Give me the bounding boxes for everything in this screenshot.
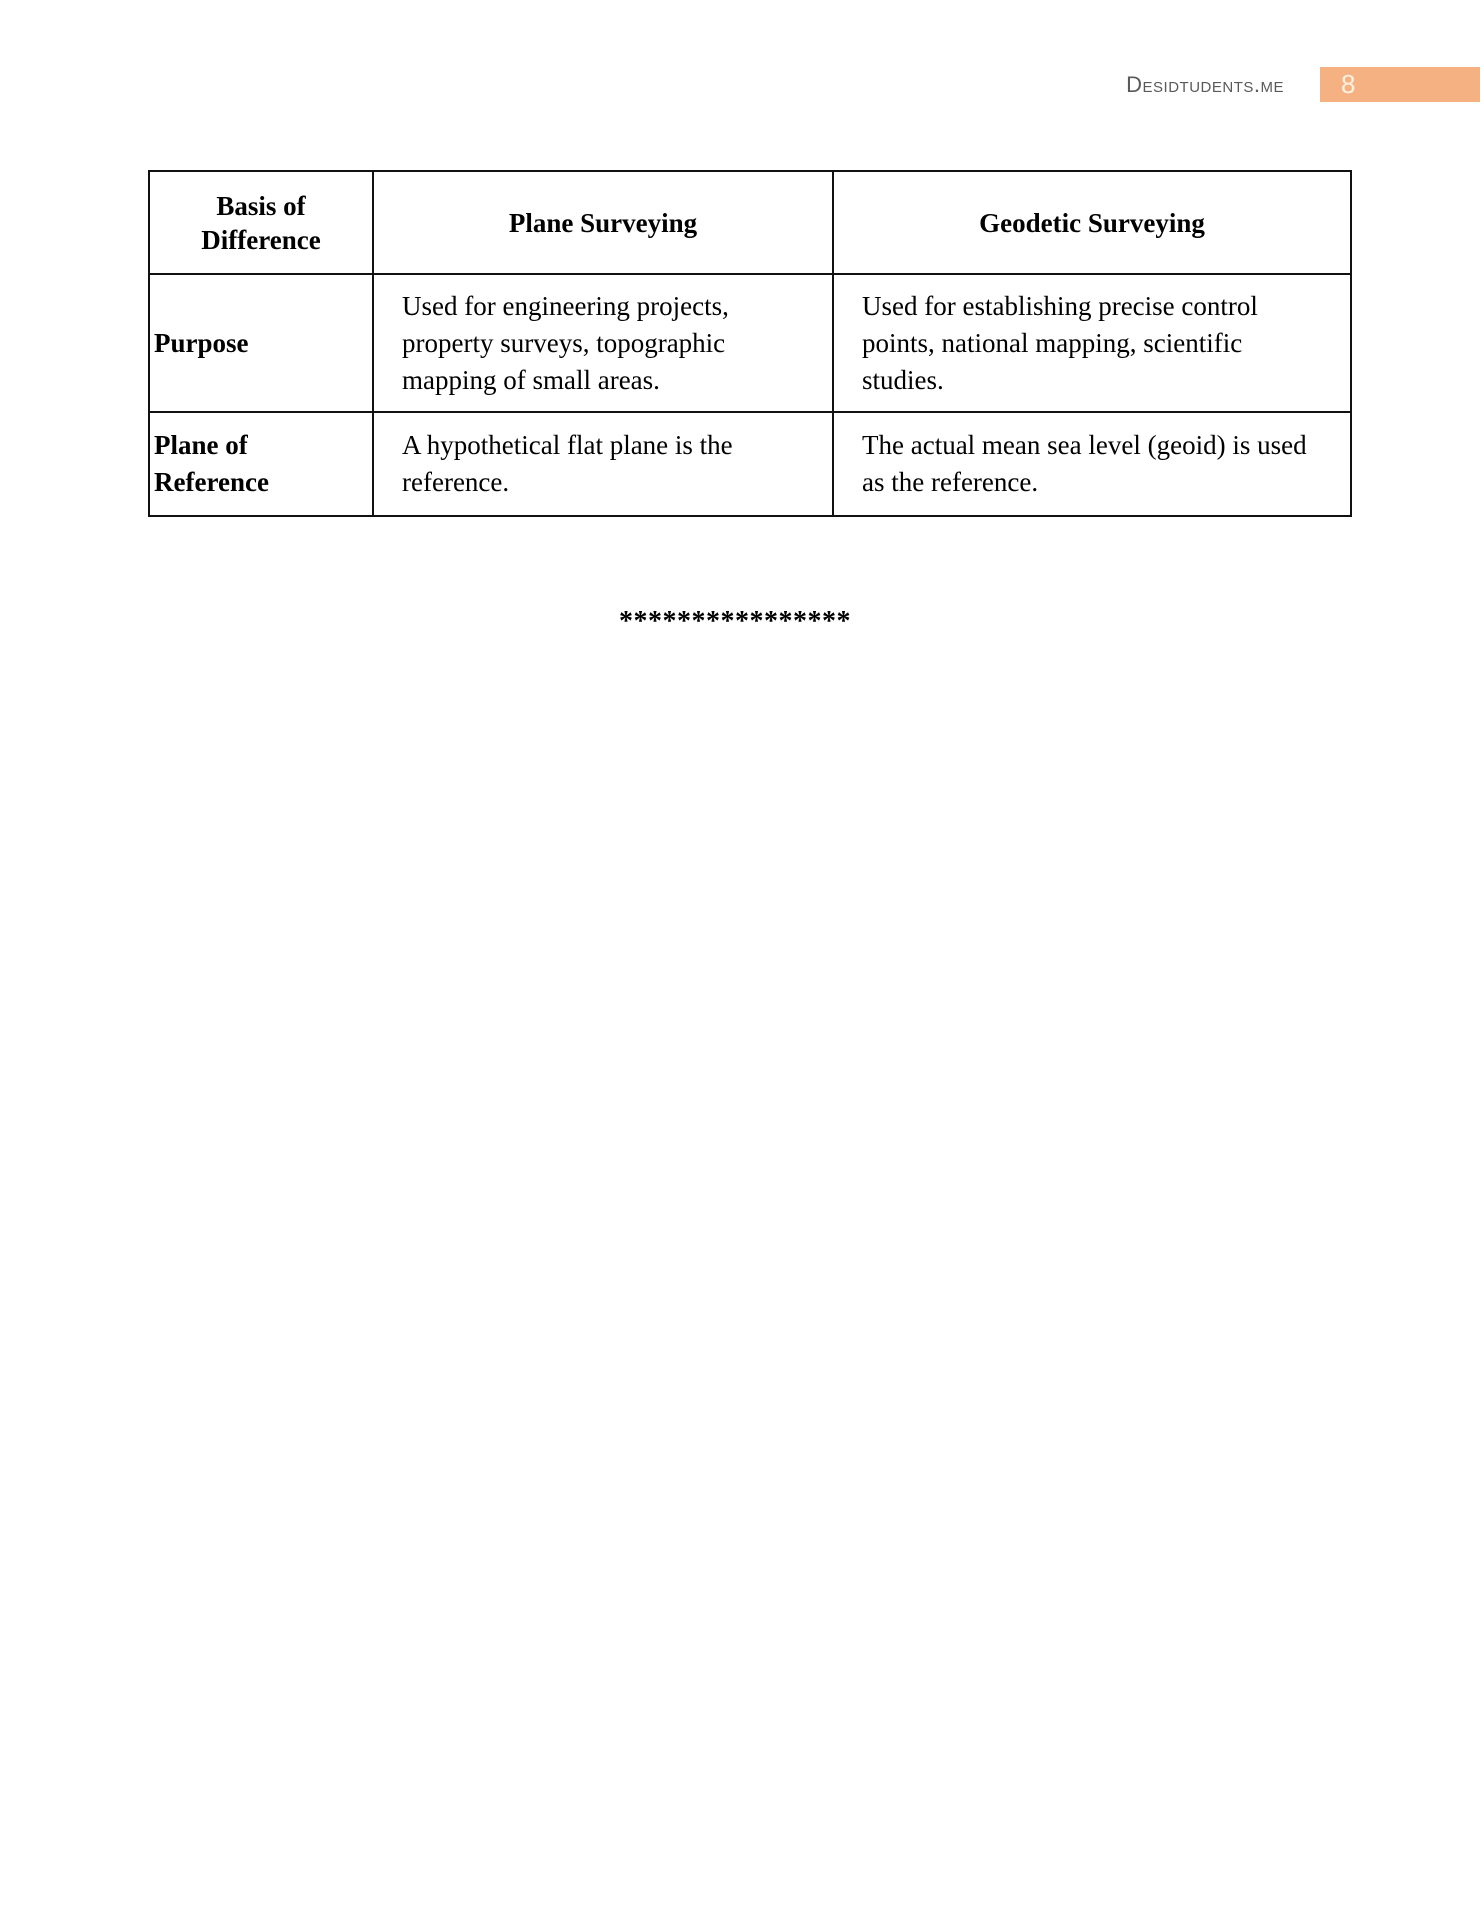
page-number-box — [1320, 67, 1480, 102]
page-number: 8 — [1341, 69, 1356, 99]
cell-purpose-plane: Used for engineering projects, property surveys, topographic mapping of small areas. — [373, 274, 833, 412]
row-label-purpose: Purpose — [149, 274, 373, 412]
comparison-table — [148, 170, 1352, 517]
table-header-row — [149, 171, 1351, 274]
row-label-plane-of-reference: Plane of Reference — [149, 412, 373, 516]
header-site-text: Desidtudents.me — [1126, 72, 1284, 97]
table-row — [149, 412, 1351, 516]
table-row — [149, 274, 1351, 412]
cell-reference-geodetic: The actual mean sea level (geoid) is used as the reference. — [833, 412, 1351, 516]
column-header-basis-of-difference: Basis of Difference — [149, 171, 373, 274]
column-header-geodetic-surveying: Geodetic Surveying — [833, 171, 1351, 274]
cell-reference-plane: A hypothetical flat plane is the reference. — [373, 412, 833, 516]
separator-asterisks: **************** — [619, 606, 851, 637]
column-header-plane-surveying: Plane Surveying — [373, 171, 833, 274]
cell-purpose-geodetic: Used for establishing precise control points, national mapping, scientific studies. — [833, 274, 1351, 412]
